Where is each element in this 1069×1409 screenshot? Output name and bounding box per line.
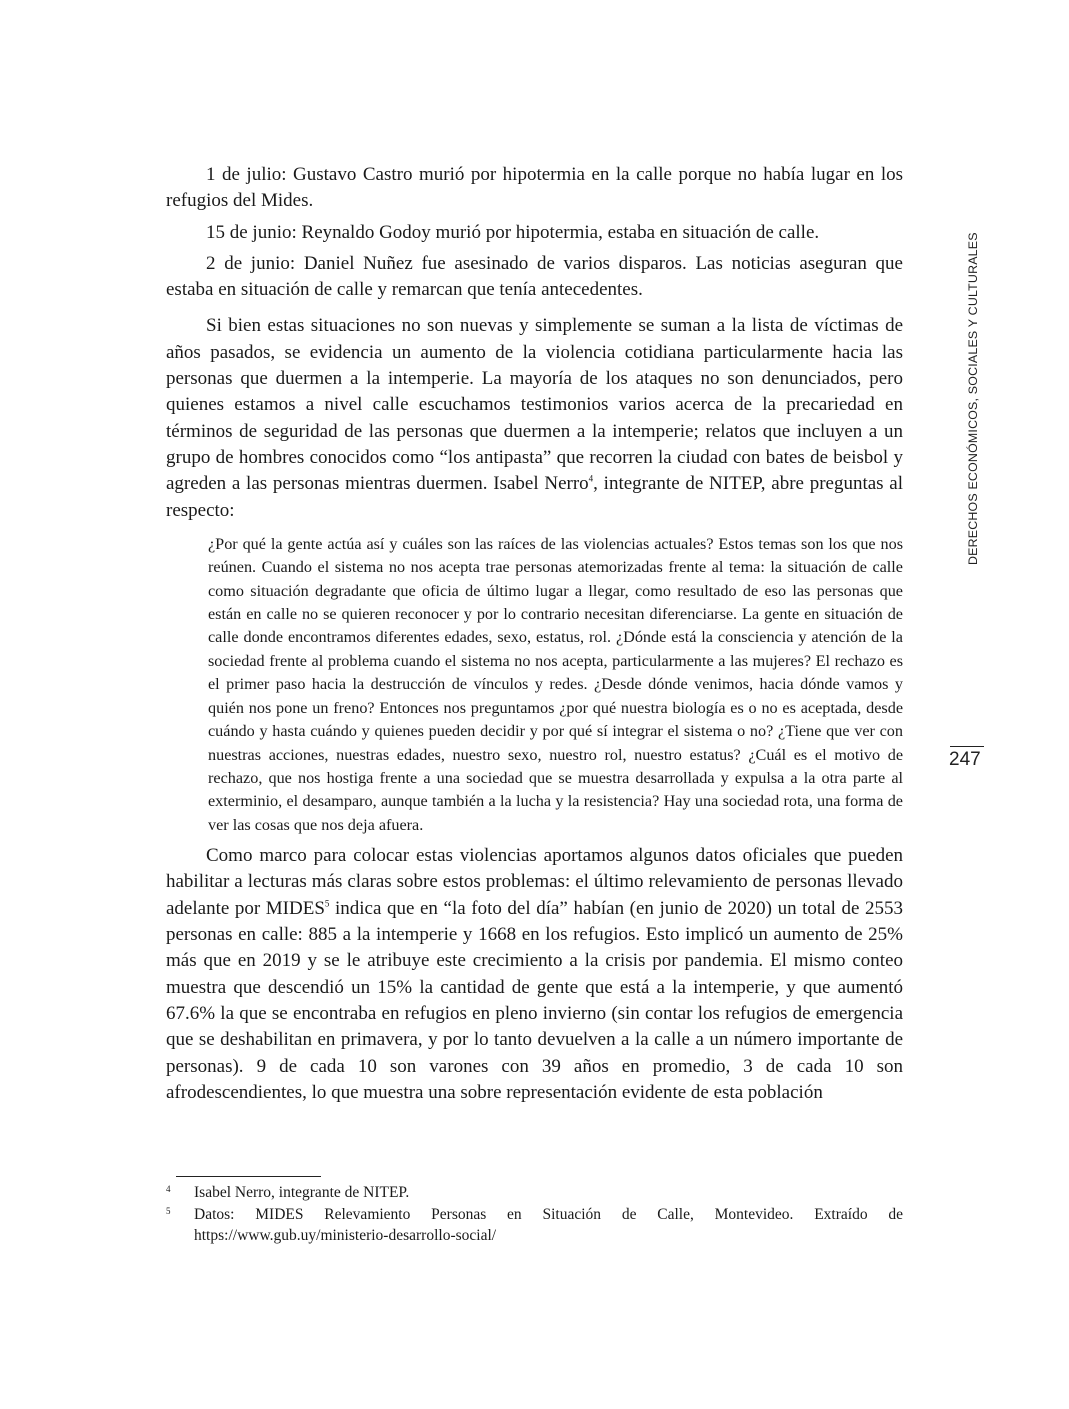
footnote-ref-5[interactable]: 5 xyxy=(324,898,330,909)
paragraph-5-text: Como marco para colocar estas violencias aportamos algunos datos oficiales que pueden habilitar a lecturas más claras sobre estos problemas: el último relevamiento de personas llevado adelante por MIDES xyxy=(166,845,903,919)
paragraph-1: 1 de julio: Gustavo Castro murió por hipotermia en la calle porque no había lugar en los refugios del Mides. xyxy=(166,164,903,212)
running-head: DERECHOS ECONÓMICOS, SOCIALES Y CULTURALES xyxy=(966,232,980,565)
paragraph-4-text: Si bien estas situaciones no son nuevas y simplemente se suman a la lista de víctimas de años pasados, se evidencia un aumento de la violencia cotidiana particularmente hacia las personas que duermen a la intemperie. La mayoría de los ataques no son denunciados, pero quienes estamos a nivel calle escuchamos testimonios varios acerca de la precariedad en términos de seguridad de las personas que duermen a la intemperie; relatos que incluyen a un grupo de hombres conocidos como “los antipasta” que recorren la ciudad con bates de beisbol y agreden a las personas mientras duermen. Isabel Nerro xyxy=(166,315,903,495)
footnote-number: 5 xyxy=(166,1205,171,1216)
paragraph-5-text-end: indica que en “la foto del día” habían (en junio de 2020) un total de 2553 personas en calle: 885 a la intemperie y 1668 en los refugios. Esto implicó un aumento de 25% más que en 2019 y se le atribuye este crecimiento a la crisis por pandemia. El mismo conteo muestra que descendió un 15% la cantidad de gente que está a la intemperie, y que aumentó 67.6% la que se encontraba en refugios en pleno invierno (sin contar los refugios de emergencia que se deshabilitan en primavera, y por lo tanto devuelven a la calle a un número importante de personas). 9 de cada 10 son varones con 39 años en promedio, 3 de cada 10 son afrodescendientes, lo que muestra una sobre representación evidente de esta población xyxy=(166,897,904,1103)
main-text xyxy=(166,162,903,1106)
footnote-ref-4[interactable]: 4 xyxy=(588,473,594,484)
footnote-text: Isabel Nerro, integrante de NITEP. xyxy=(194,1184,410,1201)
footnotes xyxy=(166,1182,903,1247)
paragraph-5 xyxy=(166,843,903,1106)
paragraph-2: 15 de junio: Reynaldo Godoy murió por hipotermia, estaba en situación de calle. xyxy=(206,221,820,243)
block-quote: ¿Por qué la gente actúa así y cuáles son las raíces de las violencias actuales? Estos temas son los que nos reúnen. Cuando el sistema no nos acepta trae personas atemorizadas frente al tema: la situación de calle como situación degradante que oficia de último lugar a llegar, como resultado de eso las personas que están en calle no se quieren reconocer y por lo contrario necesitan diferenciarse. La gente en situación de calle donde encontramos diferentes edades, sexo, estatus, rol. ¿Dónde está la consciencia y atención de la sociedad frente al problema cuando el sistema no nos acepta, particularmente a las mujeres? El rechazo es el primer paso hacia la destrucción de vínculos y redes. ¿Desde dónde venimos, hacia dónde vamos y quién nos pone un freno? Entonces nos preguntamos ¿por qué nuestra biología es o no es aceptada, desde cuándo y hasta cuándo y quienes pueden decidir y por qué sí integrar el sistema o no? ¿Tiene que ver con nuestras acciones, nuestras edades, nuestro sexo, nuestro rol, nuestro estatus? ¿Cuál es el motivo de rechazo, que nos hostiga frente a una sociedad que se muestra desarrollada y expulsa a la otra parte al exterminio, el desamparo, aunque también a la lucha y la resistencia? Hay una sociedad rota, una forma de ver las cosas que nos deja afuera. xyxy=(208,534,903,834)
paragraph-4 xyxy=(166,313,903,523)
footnote-5 xyxy=(166,1204,903,1247)
footnote-text: Datos: MIDES Relevamiento Personas en Situación de Calle, Montevideo. Extraído de https://www.gub.uy/ministerio-desarrollo-social/ xyxy=(194,1205,903,1244)
footnote-4 xyxy=(166,1182,903,1204)
footnote-number: 4 xyxy=(166,1184,171,1194)
paragraph-4-text-end: , integrante de NITEP, abre preguntas al respecto: xyxy=(166,473,904,521)
page-number-rule xyxy=(950,746,984,747)
page-number: 247 xyxy=(949,749,981,770)
paragraph-3: 2 de junio: Daniel Nuñez fue asesinado de varios disparos. Las noticias aseguran que estaba en situación de calle y remarcan que tenía antecedentes. xyxy=(166,252,903,301)
footnote-divider xyxy=(176,1176,321,1177)
